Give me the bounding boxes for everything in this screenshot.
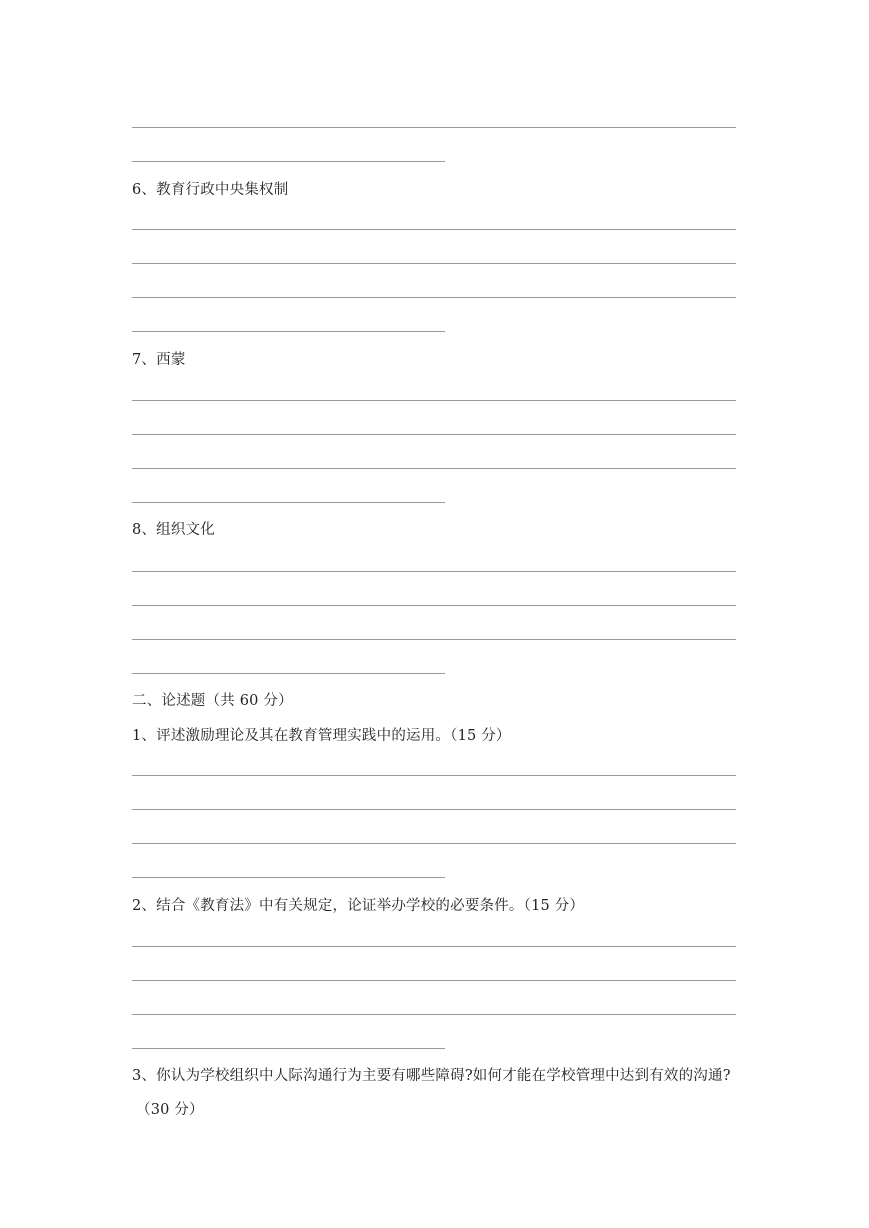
answer-line	[132, 775, 736, 776]
answer-line	[132, 605, 736, 606]
answer-line	[132, 297, 736, 298]
answer-line	[132, 639, 736, 640]
question-7-label: 7、西蒙	[132, 352, 186, 368]
answer-line	[132, 809, 736, 810]
answer-line	[132, 229, 736, 230]
essay-question-2-label: 2、结合《教育法》中有关规定，论证举办学校的必要条件。（15 分）	[132, 898, 585, 914]
answer-line	[132, 468, 736, 469]
answer-line	[132, 331, 445, 332]
section-2-title: 二、论述题（共 60 分）	[132, 693, 293, 709]
answer-line	[132, 127, 736, 128]
answer-line	[132, 434, 736, 435]
answer-line	[132, 877, 445, 878]
answer-line	[132, 571, 736, 572]
answer-line	[132, 502, 445, 503]
question-8-label: 8、组织文化	[132, 522, 215, 538]
answer-line	[132, 1014, 736, 1015]
answer-line	[132, 263, 736, 264]
answer-line	[132, 1048, 445, 1049]
answer-line	[132, 400, 736, 401]
answer-line	[132, 673, 445, 674]
essay-question-3-label: 3、你认为学校组织中人际沟通行为主要有哪些障碍?如何才能在学校管理中达到有效的沟通?	[132, 1068, 731, 1084]
essay-question-1-label: 1、评述激励理论及其在教育管理实践中的运用。（15 分）	[132, 728, 511, 744]
answer-line	[132, 161, 445, 162]
essay-question-3-score: （30 分）	[136, 1102, 204, 1118]
answer-line	[132, 843, 736, 844]
answer-line	[132, 946, 736, 947]
question-6-label: 6、教育行政中央集权制	[132, 182, 289, 198]
answer-line	[132, 980, 736, 981]
